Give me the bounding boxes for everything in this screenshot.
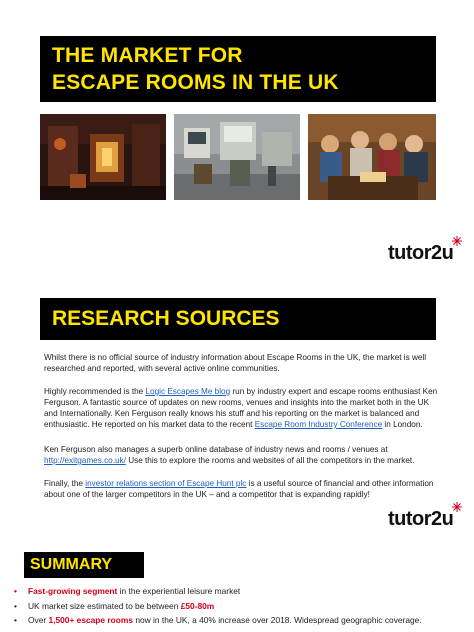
research-p2-text-c: in London. bbox=[382, 420, 423, 429]
bullet-dot-red: • bbox=[14, 586, 17, 596]
research-paragraph-3 bbox=[44, 444, 442, 466]
bullet-1-text: in the experiential leisure market bbox=[117, 586, 241, 596]
title-banner bbox=[40, 36, 436, 102]
photo-group-solving-puzzle bbox=[308, 114, 436, 200]
tutor2u-logo-2-text-1: tutor bbox=[388, 508, 432, 530]
research-paragraph-4 bbox=[44, 478, 442, 500]
bullet-2-text: UK market size estimated to be between bbox=[28, 600, 181, 611]
exitgames-link[interactable]: http://exitgames.co.uk/ bbox=[44, 456, 126, 465]
tutor2u-logo bbox=[388, 242, 453, 265]
starburst-icon bbox=[452, 502, 462, 512]
title-line-2: ESCAPE ROOMS IN THE UK bbox=[52, 71, 339, 94]
research-p4-text-b: is a useful source of financial and other information about one of the larger competitors in the UK – and a competitor that is expanding rapidly! bbox=[44, 479, 434, 499]
tutor2u-logo-2 bbox=[388, 508, 453, 531]
research-sources-banner bbox=[40, 298, 436, 340]
tutor2u-logo-2-text-2: 2u bbox=[431, 508, 454, 530]
tutor2u-logo-text-1: tutor bbox=[388, 242, 432, 264]
research-p2-text-b: run by industry expert and escape rooms enthusiast Ken Ferguson. A fantastic source of updates on new rooms, venues and insights into the market both in the UK and Internationally. Ken Ferguson really knows his stuff and his reporting on the market is balanced and enthusiastic. He reported on his market data to the recent bbox=[44, 387, 438, 429]
research-p1-text: Whilst there is no official source of industry information about Escape Rooms in the UK, the market is well researched and reported, with several active online communities. bbox=[44, 353, 427, 373]
summary-bullet-3 bbox=[12, 613, 472, 628]
escape-hunt-investor-link[interactable]: investor relations section of Escape Hunt plc bbox=[85, 479, 247, 488]
summary-bullet-1 bbox=[12, 584, 472, 599]
research-paragraph-2 bbox=[44, 386, 442, 430]
bullet-dot: • bbox=[14, 615, 17, 625]
bullet-1-highlight: Fast-growing segment bbox=[28, 586, 118, 596]
bullet-3-text-b: now in the UK, a 40% increase over 2018. Widespread geographic coverage. bbox=[133, 615, 422, 625]
summary-heading: SUMMARY bbox=[30, 556, 113, 573]
research-p2-text-a: Highly recommended is the bbox=[44, 387, 146, 396]
research-sources-heading: RESEARCH SOURCES bbox=[52, 307, 280, 330]
summary-bullet-2 bbox=[12, 599, 472, 614]
bullet-dot: • bbox=[14, 600, 17, 611]
escape-room-conference-link[interactable]: Escape Room Industry Conference bbox=[254, 420, 383, 429]
starburst-icon bbox=[452, 236, 462, 246]
photo-escape-room-equipment bbox=[174, 114, 300, 200]
summary-banner bbox=[24, 552, 144, 578]
research-p4-text-a: Finally, the bbox=[44, 479, 86, 488]
title-line-1: THE MARKET FOR bbox=[52, 44, 243, 67]
bullet-3-text-a: Over bbox=[28, 615, 49, 625]
logic-escapes-me-link[interactable]: Logic Escapes Me blog bbox=[145, 387, 231, 396]
summary-bullet-list bbox=[12, 584, 472, 628]
photo-escape-room-dark bbox=[40, 114, 166, 200]
tutor2u-logo-text-2: 2u bbox=[431, 242, 454, 264]
bullet-3-highlight: 1,500+ escape rooms bbox=[48, 615, 133, 625]
bullet-2-highlight: £50-80m bbox=[180, 600, 215, 611]
research-p3-text-a: Ken Ferguson also manages a superb online database of industry news and rooms / venues at bbox=[44, 445, 388, 454]
research-p3-text-b: Use this to explore the rooms and websites of all the competitors in the market. bbox=[125, 456, 415, 465]
research-paragraph-1 bbox=[44, 352, 442, 374]
